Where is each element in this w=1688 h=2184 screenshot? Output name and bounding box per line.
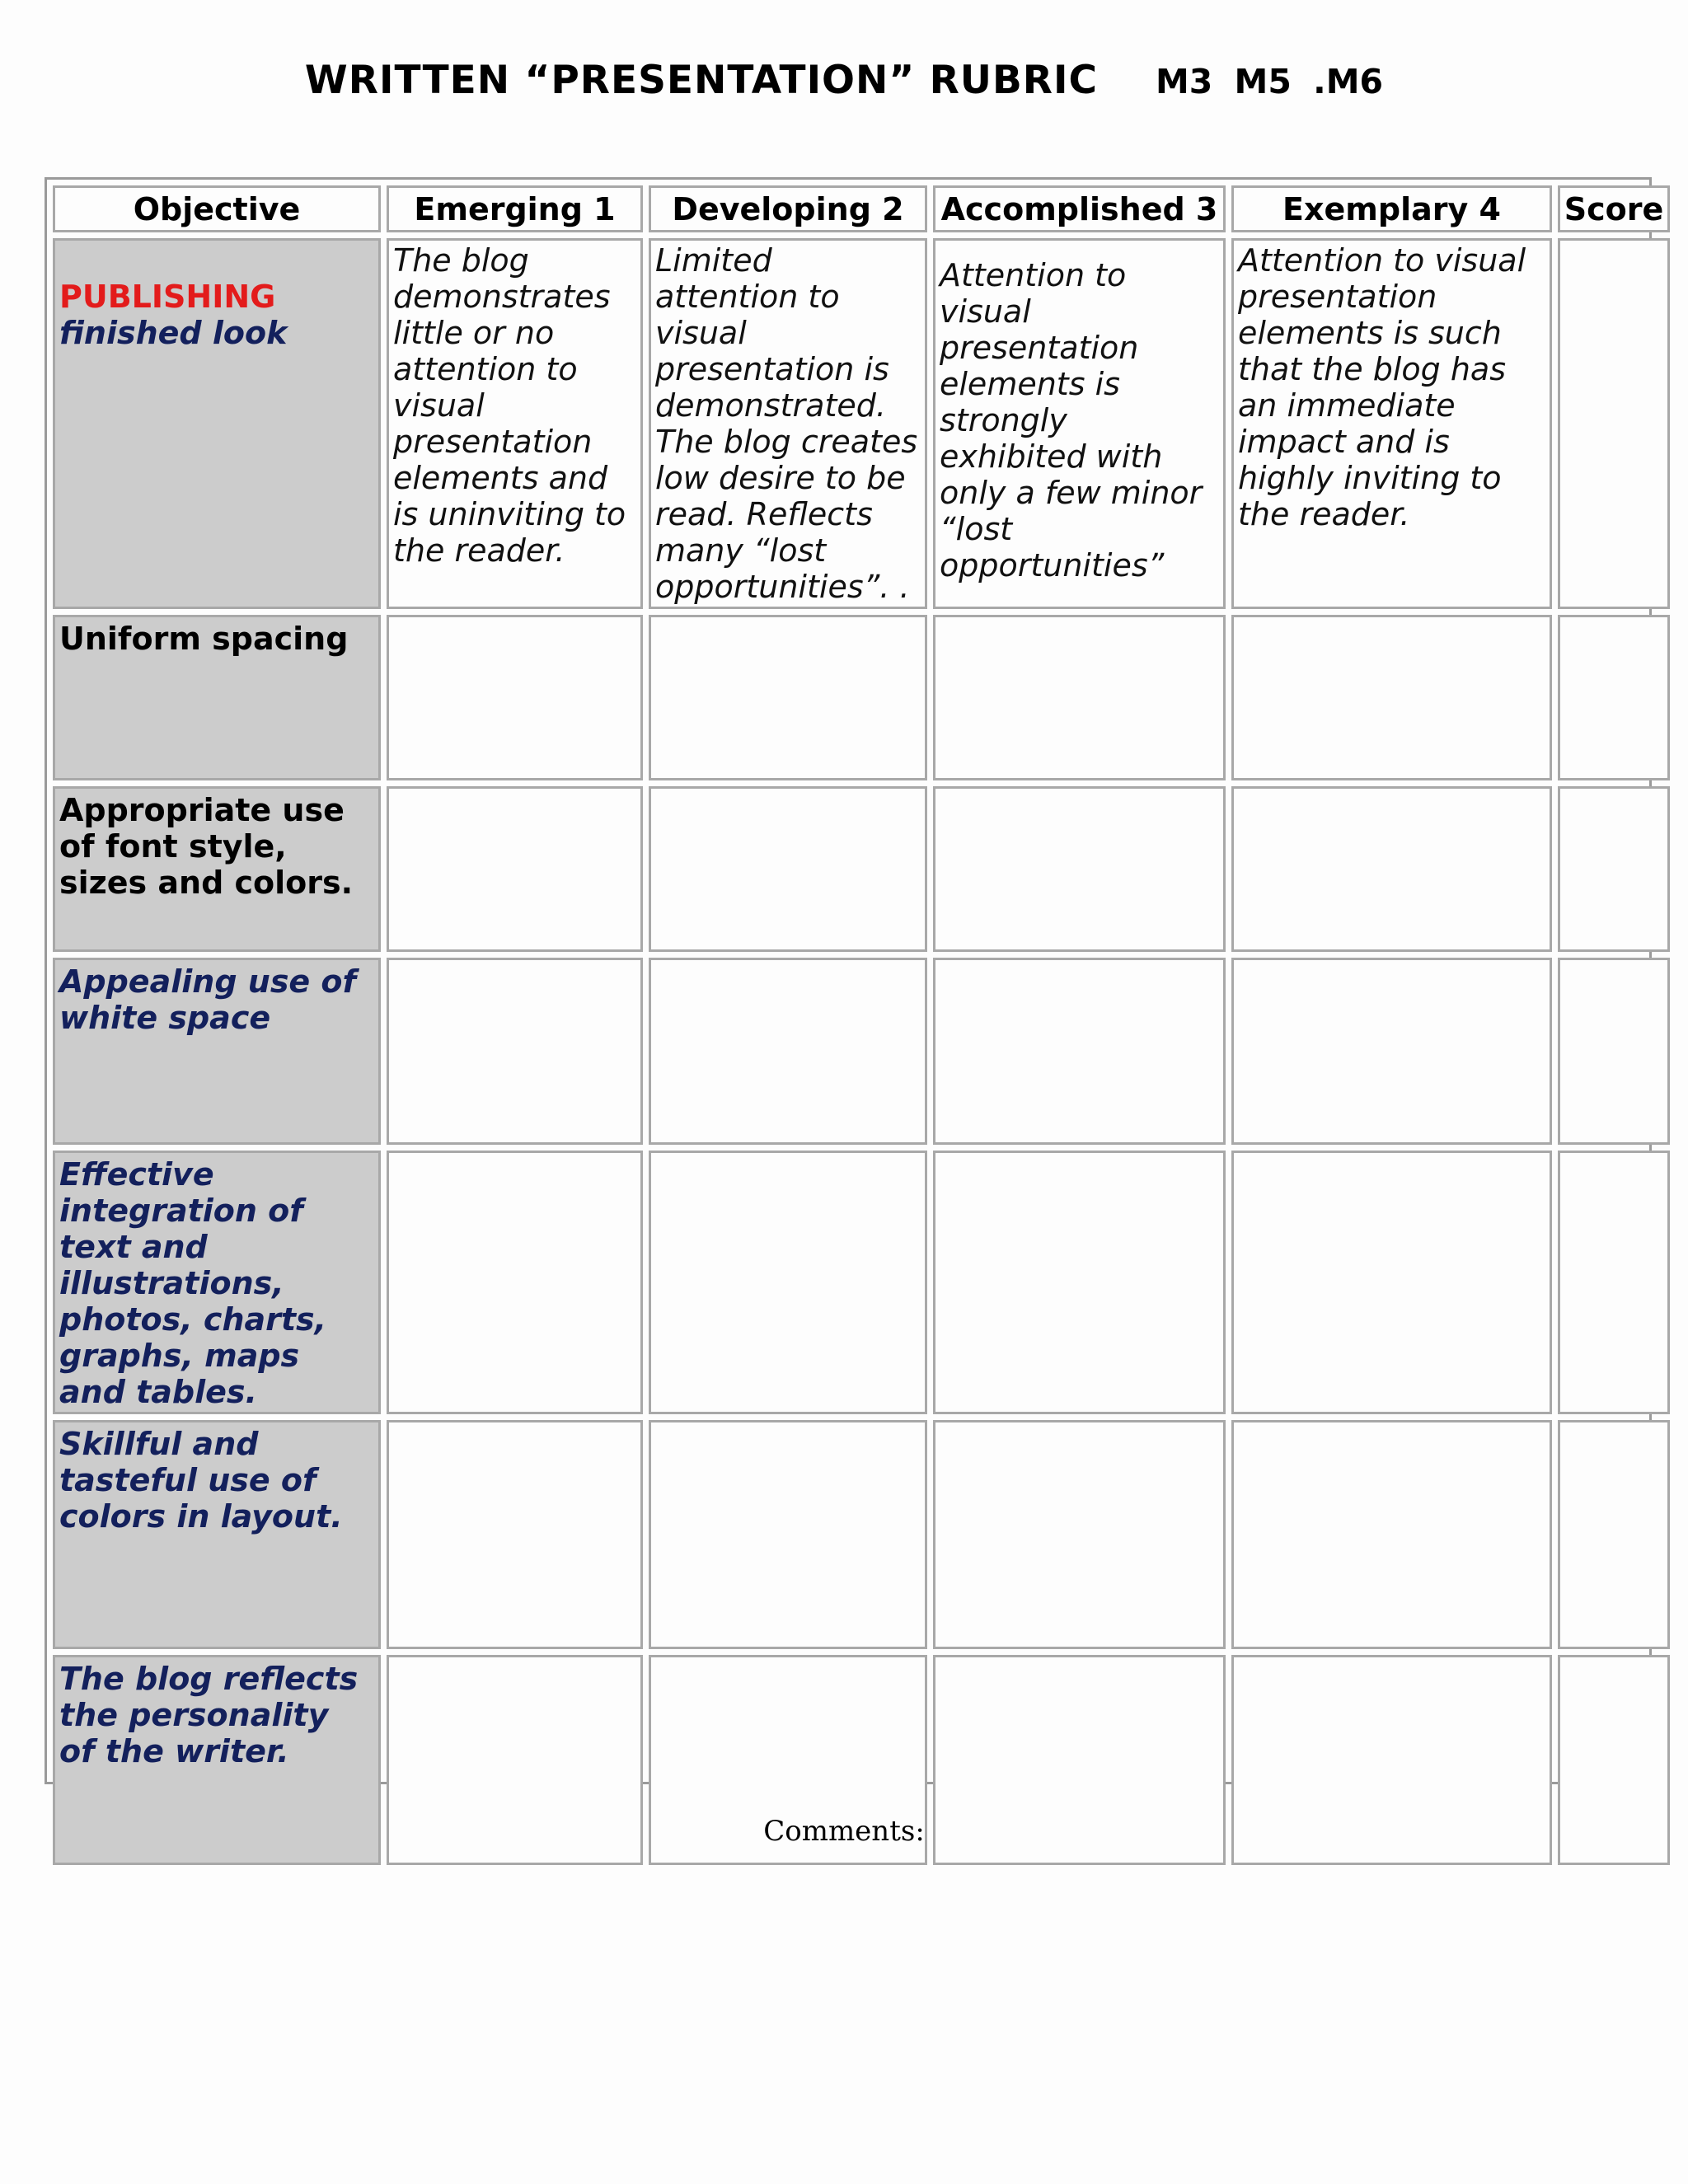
objective-white-space: Appealing use of white space [53,958,381,1145]
score-cell[interactable] [1558,958,1670,1145]
developing-cell [649,615,927,780]
objective-font-style: Appropriate use of font style, sizes and colors. [53,786,381,952]
table-row [53,615,1670,780]
header-score: Score [1558,185,1670,232]
developing-cell [649,958,927,1145]
rubric-title: WRITTEN “PRESENTATION” RUBRIC [304,58,1098,103]
score-cell[interactable] [1558,1151,1670,1414]
header-emerging: Emerging 1 [387,185,643,232]
standards-codes: M3 M5 .M6 [1155,62,1384,101]
accomplished-cell [933,958,1226,1145]
accomplished-cell [933,615,1226,780]
emerging-cell [387,786,643,952]
table-row [53,1151,1670,1414]
developing-cell [649,1151,927,1414]
accomplished-cell [933,786,1226,952]
table-row [53,958,1670,1145]
objective-publishing [53,238,381,609]
objective-personality: The blog reflects the personality of the writer. [53,1655,381,1865]
developing-cell [649,1420,927,1649]
emerging-cell [387,958,643,1145]
objective-subtitle: finished look [59,315,288,351]
comments-label: Comments: [763,1815,925,1848]
exemplary-cell [1231,1151,1552,1414]
objective-integration: Effective integration of text and illustrations, photos, charts, graphs, maps and tables. [53,1151,381,1414]
developing-description: Limited attention to visual presentation is demonstrated. The blog creates low desire to be read. Reflects many “lost opportunities”. . [649,238,927,609]
header-developing: Developing 2 [649,185,927,232]
header-exemplary: Exemplary 4 [1231,185,1552,232]
rubric-table-frame [45,177,1664,1784]
page-title [0,58,1688,103]
score-cell[interactable] [1558,786,1670,952]
accomplished-description: Attention to visual presentation elements is strongly exhibited with only a few minor “lost opportunities” [933,238,1226,609]
emerging-cell [387,1420,643,1649]
developing-cell [649,786,927,952]
emerging-cell [387,615,643,780]
table-row-publishing [53,238,1670,609]
rubric-table [47,180,1676,1871]
header-row [53,185,1670,232]
objective-uniform-spacing: Uniform spacing [53,615,381,780]
header-objective: Objective [53,185,381,232]
objective-category: PUBLISHING [59,279,276,315]
exemplary-cell [1231,958,1552,1145]
table-row [53,786,1670,952]
accomplished-cell [933,1151,1226,1414]
score-cell[interactable] [1558,1420,1670,1649]
score-cell[interactable] [1558,615,1670,780]
emerging-description: The blog demonstrates little or no attention to visual presentation elements and is uninviting to the reader. [387,238,643,609]
header-accomplished: Accomplished 3 [933,185,1226,232]
exemplary-description: Attention to visual presentation elements is such that the blog has an immediate impact and is highly inviting to the reader. [1231,238,1552,609]
exemplary-cell [1231,1420,1552,1649]
table-row [53,1420,1670,1649]
score-cell[interactable] [1558,238,1670,609]
objective-colors-layout: Skillful and tasteful use of colors in layout. [53,1420,381,1649]
emerging-cell [387,1151,643,1414]
accomplished-cell [933,1420,1226,1649]
exemplary-cell [1231,615,1552,780]
exemplary-cell [1231,786,1552,952]
